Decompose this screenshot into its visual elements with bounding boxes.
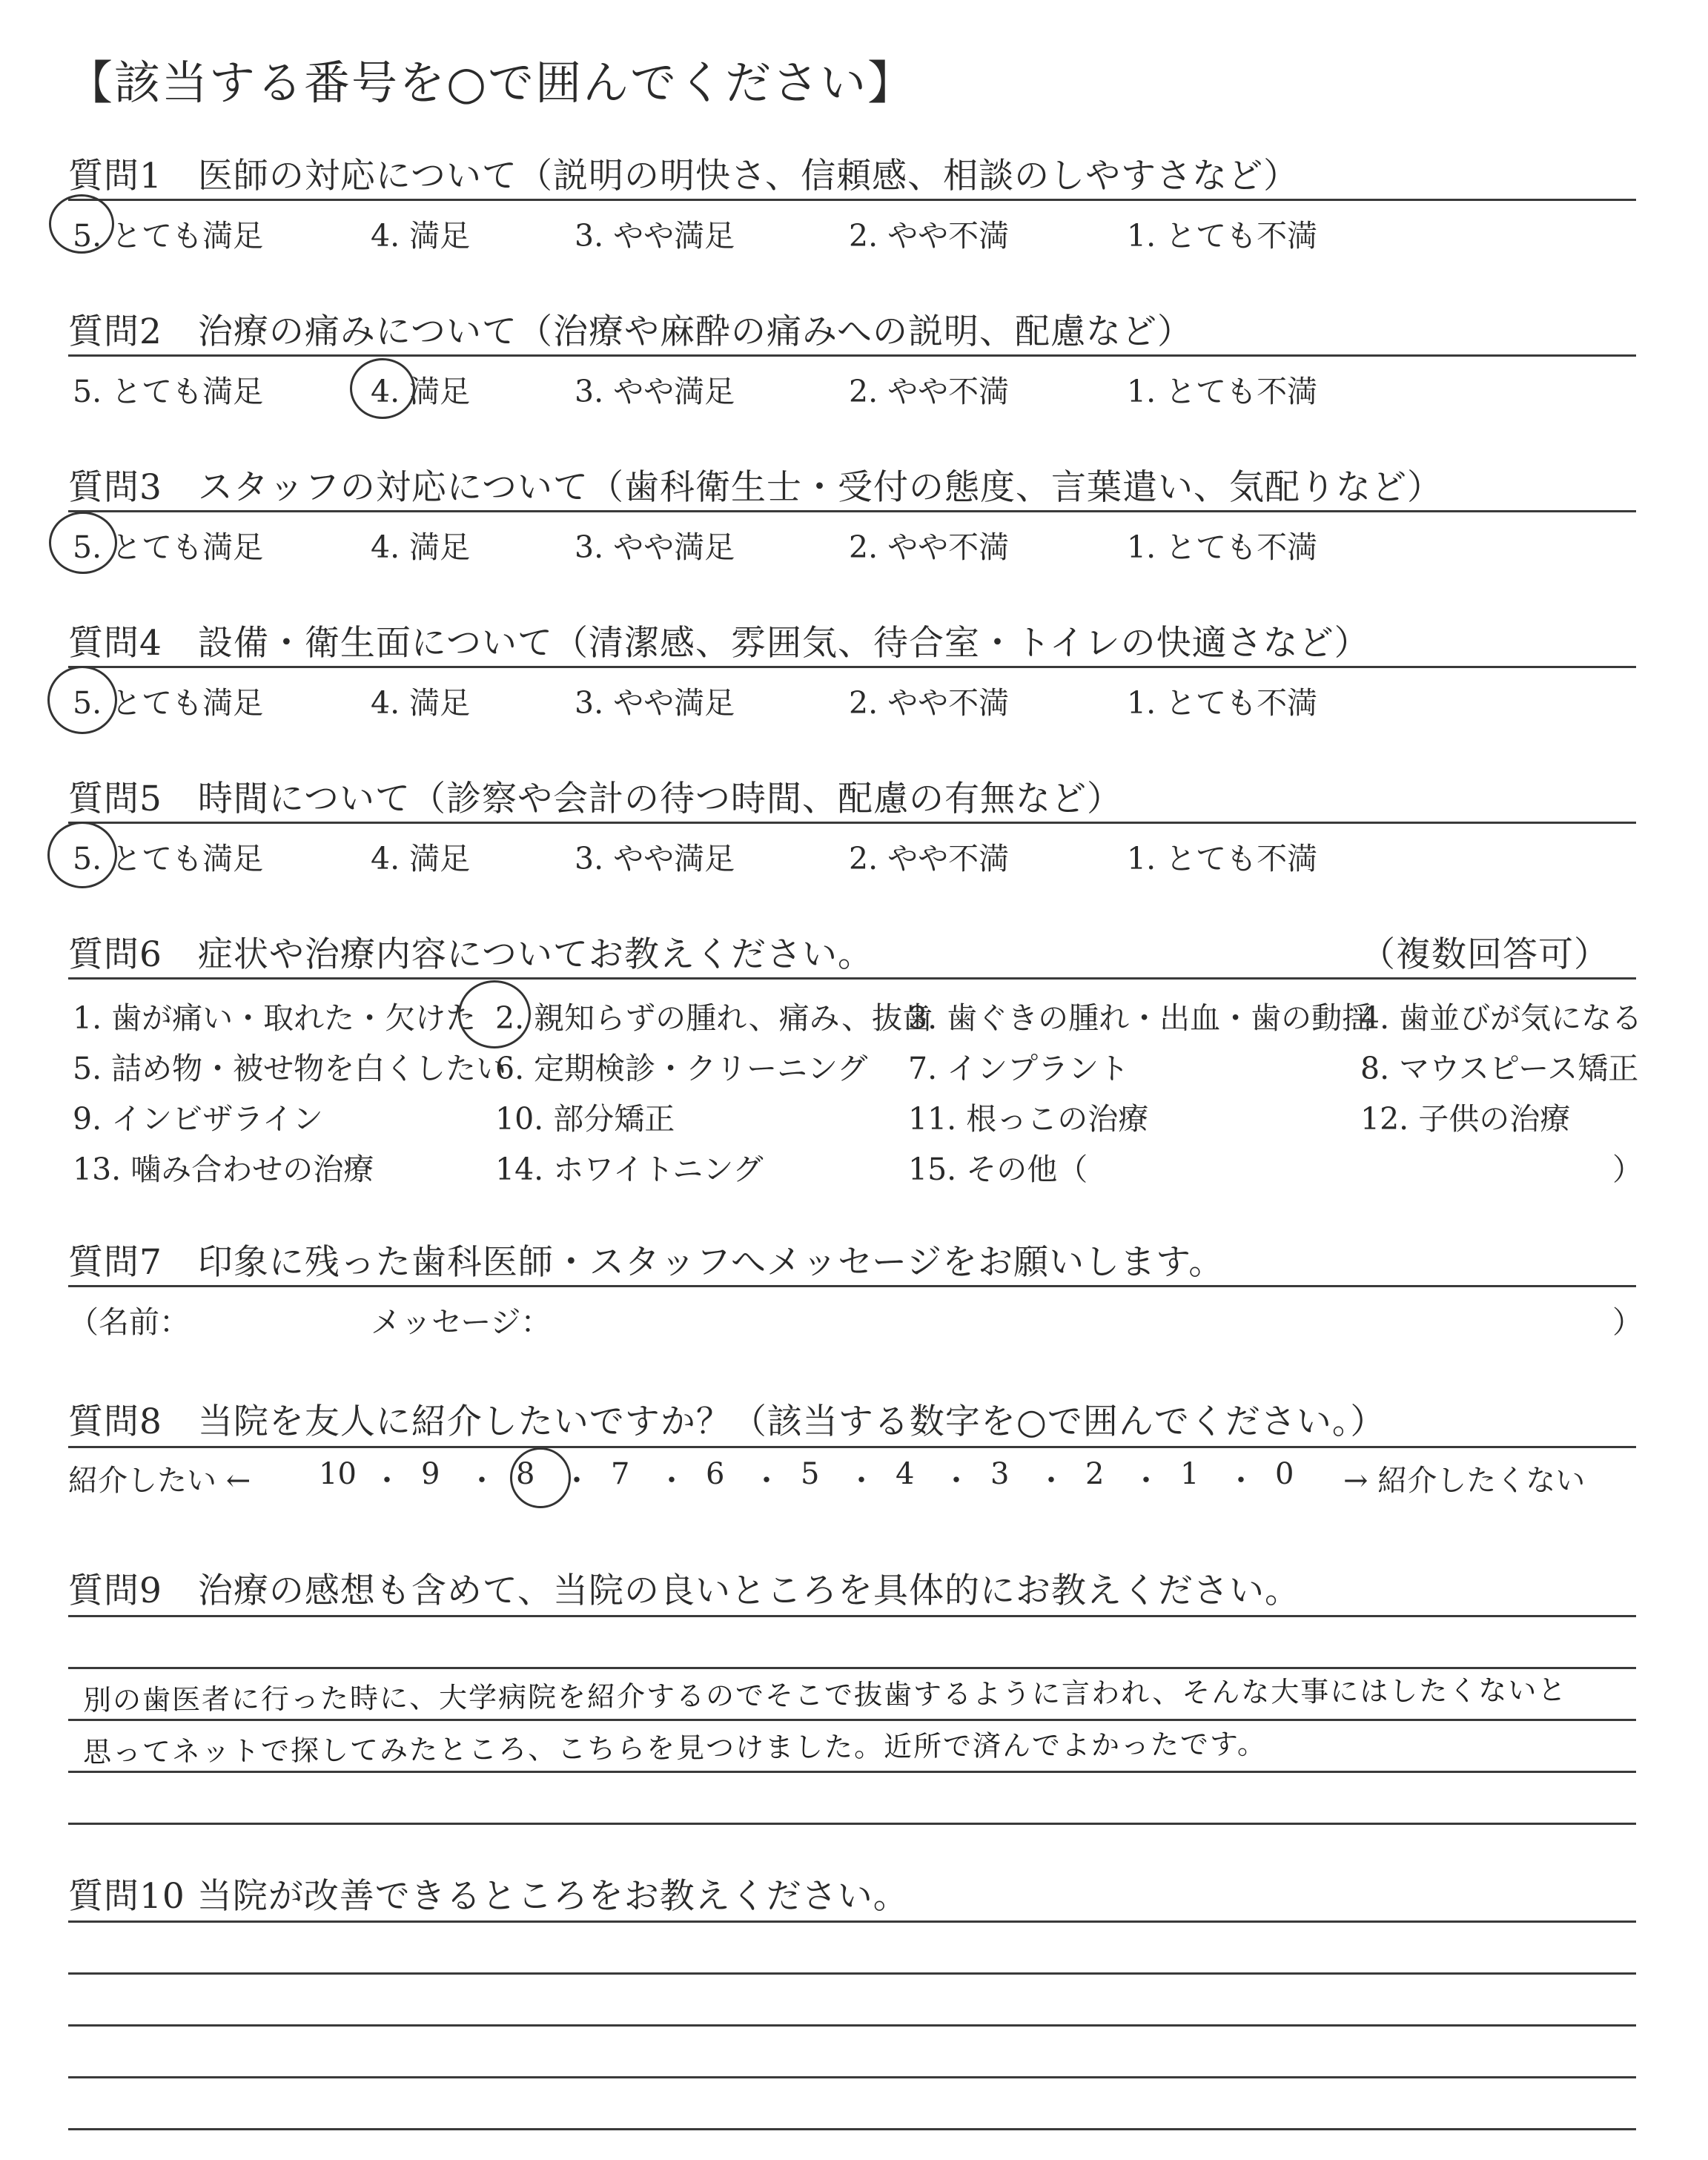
- option-2[interactable]: 2. やや不満: [849, 374, 1010, 409]
- scale-separator: ・: [847, 1464, 876, 1498]
- scale-number[interactable]: 6: [706, 1457, 725, 1491]
- scale-number[interactable]: 8: [516, 1457, 535, 1491]
- symptom-option[interactable]: 3. 歯ぐきの腫れ・出血・歯の動揺: [908, 1000, 1373, 1036]
- scale-separator: ・: [372, 1464, 402, 1498]
- divider: [68, 199, 1636, 201]
- selection-circle: [47, 666, 117, 734]
- option-4[interactable]: 4. 満足: [371, 841, 471, 876]
- scale-number[interactable]: 7: [611, 1457, 630, 1491]
- divider: [68, 510, 1636, 512]
- answer-line: [68, 2128, 1636, 2130]
- question-title: 質問2 治療の痛みについて（治療や麻酔の痛みへの説明、配慮など）: [68, 311, 1194, 352]
- scale-number[interactable]: 1: [1180, 1457, 1199, 1491]
- question-title: 質問10 当院が改善できるところをお教えください。: [68, 1876, 909, 1917]
- option-5[interactable]: 5. とても満足: [73, 685, 264, 721]
- symptom-option[interactable]: 5. 詰め物・被せ物を白くしたい: [73, 1051, 507, 1086]
- option-1[interactable]: 1. とても不満: [1127, 841, 1318, 876]
- option-4[interactable]: 4. 満足: [371, 374, 471, 409]
- symptom-option[interactable]: 8. マウスピース矯正: [1360, 1051, 1639, 1086]
- symptom-option[interactable]: 10. 部分矯正: [495, 1101, 675, 1137]
- recommend-right-label: → 紹介したくない: [1343, 1464, 1586, 1498]
- divider: [68, 822, 1636, 824]
- symptom-option[interactable]: 4. 歯並びが気になる: [1360, 1000, 1643, 1036]
- scale-separator: ・: [752, 1464, 781, 1498]
- selection-circle: [49, 194, 114, 254]
- option-5[interactable]: 5. とても満足: [73, 529, 264, 565]
- selection-circle: [458, 980, 531, 1048]
- option-3[interactable]: 3. やや満足: [575, 529, 735, 565]
- question-title: 質問1 医師の対応について（説明の明快さ、信頼感、相談のしやすさなど）: [68, 156, 1300, 196]
- selection-circle: [49, 512, 117, 574]
- question-title: 質問7 印象に残った歯科医師・スタッフへメッセージをお願いします。: [68, 1242, 1225, 1283]
- answer-line: [68, 1719, 1636, 1721]
- other-close-paren: ）: [1612, 1152, 1643, 1187]
- option-2[interactable]: 2. やや不満: [849, 218, 1010, 254]
- multiple-answer-note: （複数回答可）: [1360, 934, 1609, 975]
- option-5[interactable]: 5. とても満足: [73, 841, 264, 876]
- selection-circle: [47, 822, 117, 888]
- scale-number[interactable]: 3: [990, 1457, 1010, 1491]
- scale-number[interactable]: 2: [1085, 1457, 1105, 1491]
- answer-line: [68, 1823, 1636, 1825]
- option-4[interactable]: 4. 満足: [371, 685, 471, 721]
- symptom-option[interactable]: 15. その他（: [908, 1152, 1088, 1187]
- symptom-option[interactable]: 9. インビザライン: [73, 1101, 323, 1137]
- symptom-option[interactable]: 2. 親知らずの腫れ、痛み、抜歯: [495, 1000, 933, 1036]
- scale-separator: ・: [467, 1464, 497, 1498]
- symptom-option[interactable]: 11. 根っこの治療: [908, 1101, 1149, 1137]
- divider: [68, 977, 1636, 980]
- answer-line: [68, 1972, 1636, 1975]
- symptom-option[interactable]: 1. 歯が痛い・取れた・欠けた: [73, 1000, 477, 1036]
- option-4[interactable]: 4. 満足: [371, 529, 471, 565]
- page-title: 【該当する番号を○で囲んでください】: [67, 56, 916, 110]
- answer-line: [68, 2024, 1636, 2027]
- option-5[interactable]: 5. とても満足: [73, 218, 264, 254]
- divider: [68, 1446, 1636, 1448]
- option-5[interactable]: 5. とても満足: [73, 374, 264, 409]
- option-3[interactable]: 3. やや満足: [575, 218, 735, 254]
- divider: [68, 354, 1636, 357]
- option-3[interactable]: 3. やや満足: [575, 685, 735, 721]
- handwritten-answer-line: 思ってネットで探してみたところ、こちらを見つけました。近所で済んでよかったです。: [82, 1727, 1268, 1768]
- option-2[interactable]: 2. やや不満: [849, 685, 1010, 721]
- symptom-option[interactable]: 6. 定期検診・クリーニング: [495, 1051, 868, 1086]
- option-1[interactable]: 1. とても不満: [1127, 374, 1318, 409]
- divider: [68, 1285, 1636, 1287]
- selection-circle: [510, 1447, 571, 1508]
- divider: [68, 1615, 1636, 1617]
- question-title: 質問9 治療の感想も含めて、当院の良いところを具体的にお教えください。: [68, 1571, 1300, 1611]
- scale-number[interactable]: 0: [1275, 1457, 1294, 1491]
- scale-number[interactable]: 4: [896, 1457, 915, 1491]
- close-paren: ）: [1612, 1304, 1643, 1340]
- question-title: 質問3 スタッフの対応について（歯科衛生士・受付の態度、言葉遣い、気配りなど）: [68, 467, 1443, 508]
- question-title: 質問8 当院を友人に紹介したいですか？（該当する数字を○で囲んでください。）: [68, 1401, 1386, 1442]
- scale-separator: ・: [941, 1464, 971, 1498]
- answer-line: [68, 2076, 1636, 2078]
- name-label: （名前：: [68, 1304, 190, 1340]
- option-4[interactable]: 4. 満足: [371, 218, 471, 254]
- question-title: 質問6 症状や治療内容についてお教えください。: [68, 934, 873, 975]
- selection-circle: [350, 358, 415, 419]
- scale-number[interactable]: 5: [801, 1457, 820, 1491]
- option-3[interactable]: 3. やや満足: [575, 841, 735, 876]
- divider: [68, 1920, 1636, 1923]
- scale-number[interactable]: 9: [421, 1457, 440, 1491]
- answer-line: [68, 1771, 1636, 1773]
- option-1[interactable]: 1. とても不満: [1127, 529, 1318, 565]
- question-title: 質問5 時間について（診察や会計の待つ時間、配慮の有無など）: [68, 779, 1122, 819]
- scale-number[interactable]: 10: [319, 1457, 357, 1491]
- option-2[interactable]: 2. やや不満: [849, 841, 1010, 876]
- option-1[interactable]: 1. とても不満: [1127, 685, 1318, 721]
- question-title: 質問4 設備・衛生面について（清潔感、雰囲気、待合室・トイレの快適さなど）: [68, 623, 1370, 664]
- option-1[interactable]: 1. とても不満: [1127, 218, 1318, 254]
- symptom-option[interactable]: 13. 噛み合わせの治療: [73, 1152, 374, 1187]
- option-2[interactable]: 2. やや不満: [849, 529, 1010, 565]
- scale-separator: ・: [562, 1464, 592, 1498]
- symptom-option[interactable]: 12. 子供の治療: [1360, 1101, 1571, 1137]
- recommend-left-label: 紹介したい ←: [68, 1464, 251, 1498]
- symptom-option[interactable]: 7. インプラント: [908, 1051, 1130, 1086]
- scale-separator: ・: [1131, 1464, 1161, 1498]
- divider: [68, 666, 1636, 668]
- message-label: メッセージ：: [371, 1304, 552, 1340]
- handwritten-answer-line: 別の歯医者に行った時に、大学病院を紹介するのでそこで抜歯するように言われ、そんな大事にはしたくないと: [82, 1674, 1568, 1717]
- scale-separator: ・: [657, 1464, 686, 1498]
- scale-separator: ・: [1036, 1464, 1066, 1498]
- symptom-option[interactable]: 14. ホワイトニング: [495, 1152, 764, 1187]
- option-3[interactable]: 3. やや満足: [575, 374, 735, 409]
- scale-separator: ・: [1226, 1464, 1256, 1498]
